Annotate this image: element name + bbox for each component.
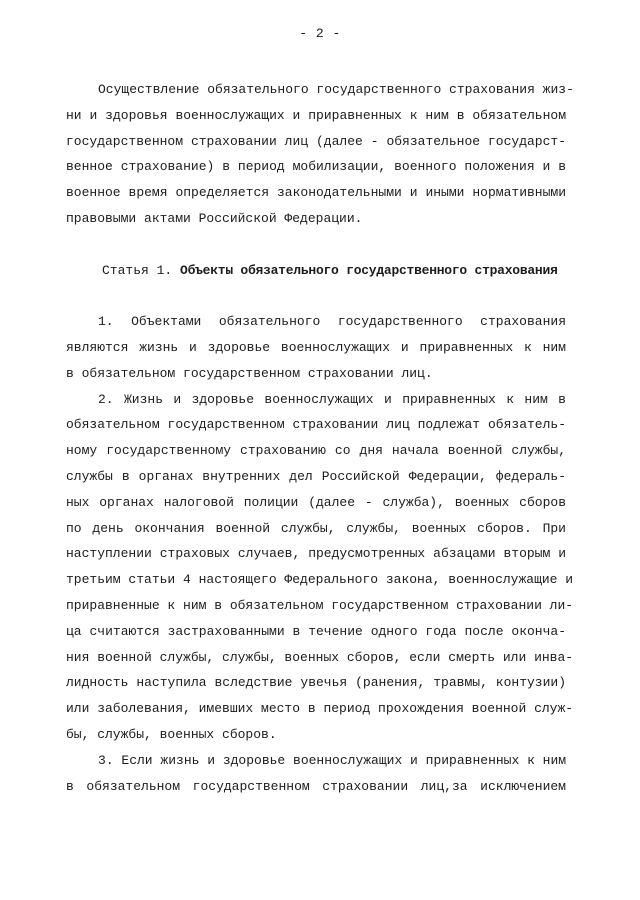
spacer	[66, 283, 566, 309]
item2-line: бы, службы, военных сборов.	[66, 726, 277, 742]
item2-line: обязательном государственном страховании лиц подлежат обязатель-	[66, 417, 566, 433]
item2-line: ния военной службы, службы, военных сборов, если смерть или инва-	[66, 649, 574, 665]
article-prefix: Статья 1.	[102, 262, 181, 278]
item2-line: ному государственному страхованию со дня начала военной службы,	[66, 443, 566, 459]
spacer	[66, 232, 566, 258]
page-number: - 2 -	[299, 26, 341, 41]
item1-line: в обязательном государственном страховании лиц.	[66, 365, 433, 381]
item2-line: лидность наступила вследствие увечья (ранения, травмы, контузии)	[66, 675, 566, 691]
article-heading	[66, 258, 566, 284]
item3-line: 3. Если жизнь и здоровье военнослужащих и приравненных к ним	[98, 752, 567, 768]
item1-line: 1. Объектами обязательного государственного страхования	[98, 314, 566, 330]
intro-line: правовыми актами Российской Федерации.	[66, 210, 363, 226]
item2-line: службы в органах внутренних дел Российской Федерации, федераль-	[66, 468, 566, 484]
item2-line: наступлении страховых случаев, предусмотренных абзацами вторым и	[66, 546, 566, 562]
document-body	[66, 77, 574, 799]
item2-line: ных органах налоговой полиции (далее - служба), военных сборов	[66, 494, 566, 510]
item3-line: в обязательном государственном страховании лиц,за исключением	[66, 778, 566, 794]
item2-line: по день окончания военной службы, службы, военных сборов. При	[66, 520, 566, 536]
intro-line: ни и здоровья военнослужащих и приравненных к ним в обязательном	[66, 107, 566, 123]
item2-line: или заболевания, имевших место в период прохождения военной служ-	[66, 701, 574, 717]
item2-line: 2. Жизнь и здоровье военнослужащих и приравненных к ним в	[98, 391, 566, 407]
intro-line: Осуществление обязательного государственного страхования жиз-	[98, 82, 574, 97]
item2-line: приравненные к ним в обязательном государственном страховании ли-	[66, 597, 574, 613]
intro-line: военное время определяется законодательными и иными нормативными	[66, 185, 566, 201]
intro-line: венное страхование) в период мобилизации, военного положения и в	[66, 159, 566, 175]
item2-line: ца считаются застрахованными в течение одного года после оконча-	[66, 623, 566, 639]
intro-line: государственном страховании лиц (далее - обязательное государст-	[66, 133, 566, 149]
item1-line: являются жизнь и здоровье военнослужащих и приравненных к ним	[66, 339, 566, 355]
item2-line: третьим статьи 4 настоящего Федерального закона, военнослужащие и	[66, 572, 574, 588]
article-title: Объекты обязательного государственного страхования	[180, 262, 558, 278]
